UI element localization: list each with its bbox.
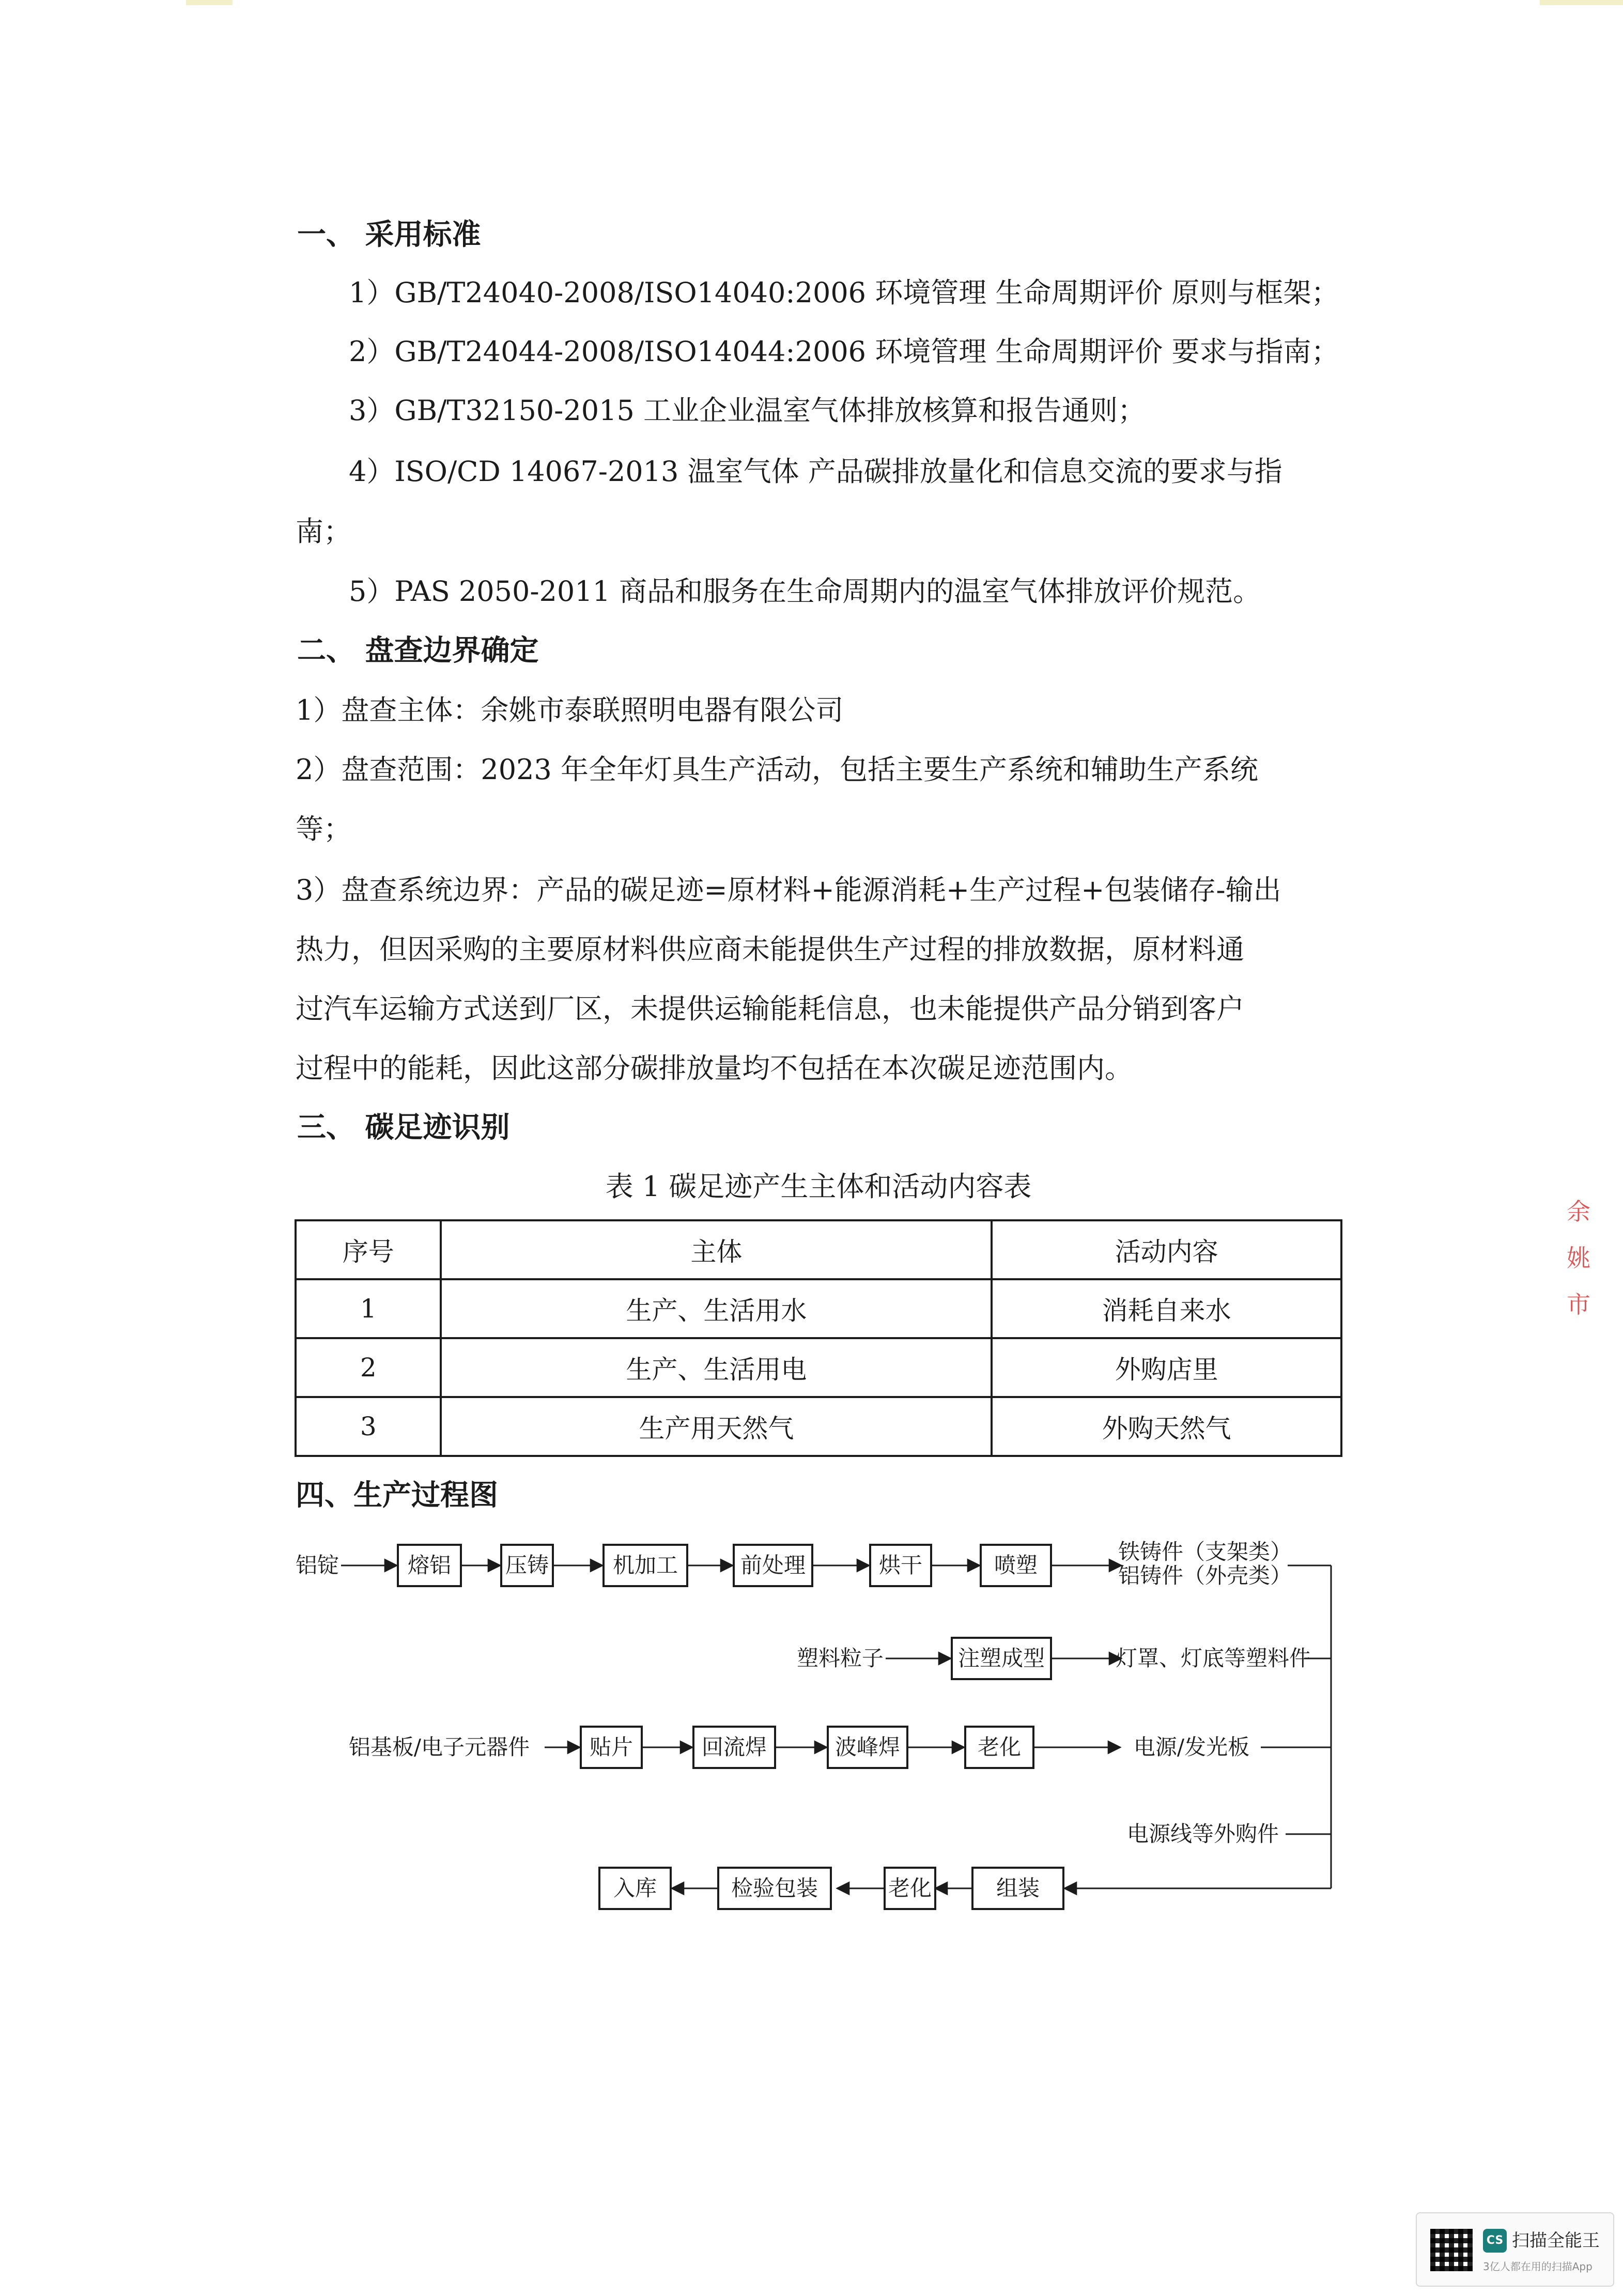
standard-item-2: 2）GB/T24044-2008/ISO14044:2006 环境管理 生命周期评价 要求与指南； [349,335,1339,368]
section-heading-boundary: 二、 盘查边界确定 [297,634,539,668]
boundary-item-3-cont-2: 过汽车运输方式送到厂区，未提供运输能耗信息，也未能提供产品分销到客户 [296,992,1244,1025]
flow-step-die-cast: 压铸 [505,1553,549,1578]
standard-item-3: 3）GB/T32150-2015 工业企业温室气体排放核算和报告通则； [349,394,1146,427]
flow-output-plastic: 灯罩、灯底等塑料件 [1115,1646,1311,1671]
stamp-char: 余 [1567,1198,1590,1225]
flow-step-inspect-pack: 检验包装 [731,1875,818,1901]
table-row [296,1279,1341,1338]
stamp-char: 姚 [1567,1244,1590,1272]
production-flow-diagram [289,1524,1364,1937]
boundary-item-2: 2）盘查范围：2023 年全年灯具生产活动，包括主要生产系统和辅助生产系统 [296,753,1258,786]
section-heading-standards: 一、 采用标准 [297,218,481,252]
boundary-item-3-cont-1: 热力，但因采购的主要原材料供应商未能提供生产过程的排放数据，原材料通 [296,933,1244,966]
flow-step-dry: 烘干 [878,1553,923,1578]
seal-stamp-fragment [1555,1188,1602,1447]
flow-output-iron: 铁铸件（支架类） [1118,1539,1292,1564]
scanner-watermark [1416,2212,1614,2287]
cell-subject: 生产、生活用电 [441,1338,992,1397]
flow-step-injection: 注塑成型 [957,1646,1045,1671]
flow-step-storage: 入库 [613,1875,657,1901]
boundary-item-1: 1）盘查主体：余姚市泰联照明电器有限公司 [296,694,844,726]
table-header-row [296,1220,1341,1279]
stamp-char: 市 [1567,1291,1590,1318]
standard-item-4: 4）ISO/CD 14067-2013 温室气体 产品碳排放量化和信息交流的要求与指 [349,455,1282,488]
watermark-slogan: 3亿人都在用的扫描App [1483,2260,1593,2273]
standard-item-5: 5）PAS 2050-2011 商品和服务在生命周期内的温室气体排放评价规范。 [349,575,1261,608]
flow-step-smt: 贴片 [589,1734,633,1760]
cell-activity: 外购店里 [992,1338,1341,1397]
header-cell-subject: 主体 [441,1220,992,1279]
flow-output-power: 电源/发光板 [1133,1734,1250,1760]
flow-step-assembly: 组装 [996,1875,1040,1901]
flow-step-pretreat: 前处理 [740,1553,806,1578]
table-row [296,1338,1341,1397]
boundary-item-3: 3）盘查系统边界：产品的碳足迹=原材料+能源消耗+生产过程+包装储存-输出 [296,874,1281,906]
watermark-app-name: 扫描全能王 [1512,2230,1600,2251]
app-logo-icon: CS [1483,2229,1507,2253]
flow-step-aging-1: 老化 [977,1734,1022,1760]
boundary-item-2-cont: 等； [296,813,351,845]
flow-step-spray: 喷塑 [994,1553,1038,1578]
table-row [296,1397,1341,1456]
header-cell-activity: 活动内容 [992,1220,1341,1279]
flow-input-cables: 电源线等外购件 [1126,1821,1279,1847]
standard-item-4-cont: 南； [296,515,351,548]
carbon-footprint-table [295,1219,1342,1457]
cell-no: 2 [296,1338,441,1397]
cell-no: 1 [296,1279,441,1338]
flow-step-aging-2: 老化 [888,1875,932,1901]
flow-input-pcb: 铝基板/电子元器件 [348,1734,530,1760]
cell-activity: 外购天然气 [992,1397,1341,1456]
section-heading-identification: 三、 碳足迹识别 [297,1111,510,1144]
cell-no: 3 [296,1397,441,1456]
standard-item-1: 1）GB/T24040-2008/ISO14040:2006 环境管理 生命周期评价 原则与框架； [349,276,1339,309]
cell-subject: 生产用天然气 [441,1397,992,1456]
flow-input-plastic: 塑料粒子 [796,1646,884,1671]
flow-step-reflow: 回流焊 [701,1734,767,1760]
cell-subject: 生产、生活用水 [441,1279,992,1338]
table-caption: 表 1 碳足迹产生主体和活动内容表 [605,1170,1032,1203]
cell-activity: 消耗自来水 [992,1279,1341,1338]
flow-step-wave: 波峰焊 [834,1734,901,1760]
qr-code-icon [1430,2229,1473,2271]
flow-step-melt-al: 熔铝 [407,1553,452,1578]
header-cell-no: 序号 [296,1220,441,1279]
section-heading-process: 四、生产过程图 [296,1479,498,1512]
flow-output-al: 铝铸件（外壳类） [1118,1563,1292,1588]
flow-step-machining: 机加工 [612,1553,678,1578]
boundary-item-3-cont-3: 过程中的能耗，因此这部分碳排放量均不包括在本次碳足迹范围内。 [296,1052,1133,1084]
flow-input-al: 铝锭 [295,1553,339,1578]
